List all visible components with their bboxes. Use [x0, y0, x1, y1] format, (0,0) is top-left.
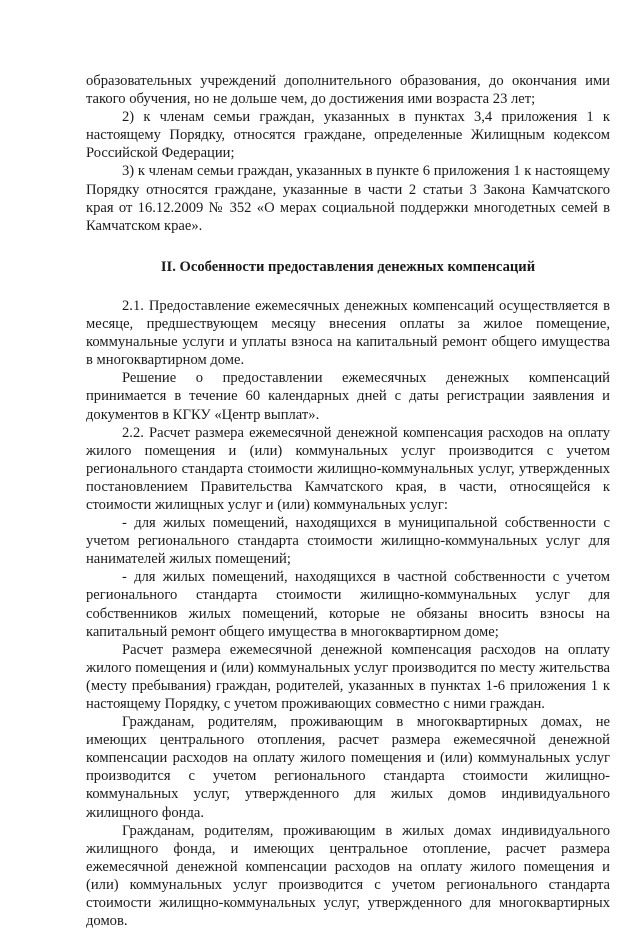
- paragraph-private: - для жилых помещений, находящихся в частной собственности с учетом регионального стандарта стоимости жилищно-коммунальных услуг для собственников жилых помещений, которые не обязаны вносить взносы на капитальный ремонт общего имущества в многоквартирном доме;: [86, 569, 610, 640]
- paragraph-2-1: 2.1. Предоставление ежемесячных денежных компенсаций осуществляется в месяце, предшествующем месяцу внесения оплаты за жилое помещение, коммунальные услуги и уплаты взноса на капитальный ремонт общего имущества в многоквартирном доме.: [86, 297, 610, 369]
- paragraph-decision: Решение о предоставлении ежемесячных денежных компенсаций принимается в течение 60 календарных дней с даты регистрации заявления и документов в КГКУ «Центр выплат».: [86, 370, 610, 423]
- paragraph-2-2: 2.2. Расчет размера ежемесячной денежной компенсация расходов на оплату жилого помещения и (или) коммунальных услуг производится с учетом регионального стандарта стоимости жилищно-коммунальных услуг, утвержденных постановлением Правительства Камчатского края, в части, относящейся к стоимости жилищных услуг и (или) коммунальных услуг:: [86, 424, 610, 513]
- paragraph-item-2: 2) к членам семьи граждан, указанных в пунктах 3,4 приложения 1 к настоящему Порядку, относятся граждане, определенные Жилищным кодексом Российской Федерации;: [86, 109, 610, 162]
- paragraph-municipal: - для жилых помещений, находящихся в муниципальной собственности с учетом регионального стандарта стоимости жилищно-коммунальных услуг для нанимателей жилых помещений;: [86, 515, 610, 568]
- paragraph-no-central-heating: Гражданам, родителям, проживающим в многоквартирных домах, не имеющих центрального отопления, расчет размера ежемесячной денежной компенсации расходов на оплату жилого помещения и (или) коммунальных услуг производится с учетом регионального стандарта стоимости жилищно-коммунальных услуг, утвержденного для жилых домов индивидуального жилищного фонда.: [86, 714, 610, 821]
- paragraph-residence: Расчет размера ежемесячной денежной компенсация расходов на оплату жилого помещения и (или) коммунальных услуг производится по месту жительства (месту пребывания) граждан, родителей, указанных в пунктах 1-6 приложения 1 к настоящему Порядку, с учетом проживающих совместно с ними граждан.: [86, 641, 610, 712]
- paragraph-central-heating: Гражданам, родителям, проживающим в жилых домах индивидуального жилищного фонда, и имеющих центральное отопление, расчет размера ежемесячной денежной компенсации расходов на оплату жилого помещения и (или) коммунальных услуг производится с учетом регионального стандарта стоимости жилищно-коммунальных услуг, утвержденного для многоквартирных домов.: [86, 822, 610, 930]
- section-heading: II. Особенности предоставления денежных компенсаций: [160, 258, 536, 275]
- paragraph-continuation: образовательных учреждений дополнительного образования, до окончания ими такого обучения, но не дольше чем, до достижения ими возраста 23 лет;: [86, 73, 610, 108]
- paragraph-item-3: 3) к членам семьи граждан, указанных в пункте 6 приложения 1 к настоящему Порядку относятся граждане, указанные в части 2 статьи 3 Закона Камчатского края от 16.12.2009 № 352 «О мерах социальной поддержки многодетных семей в Камчатском крае».: [86, 163, 610, 234]
